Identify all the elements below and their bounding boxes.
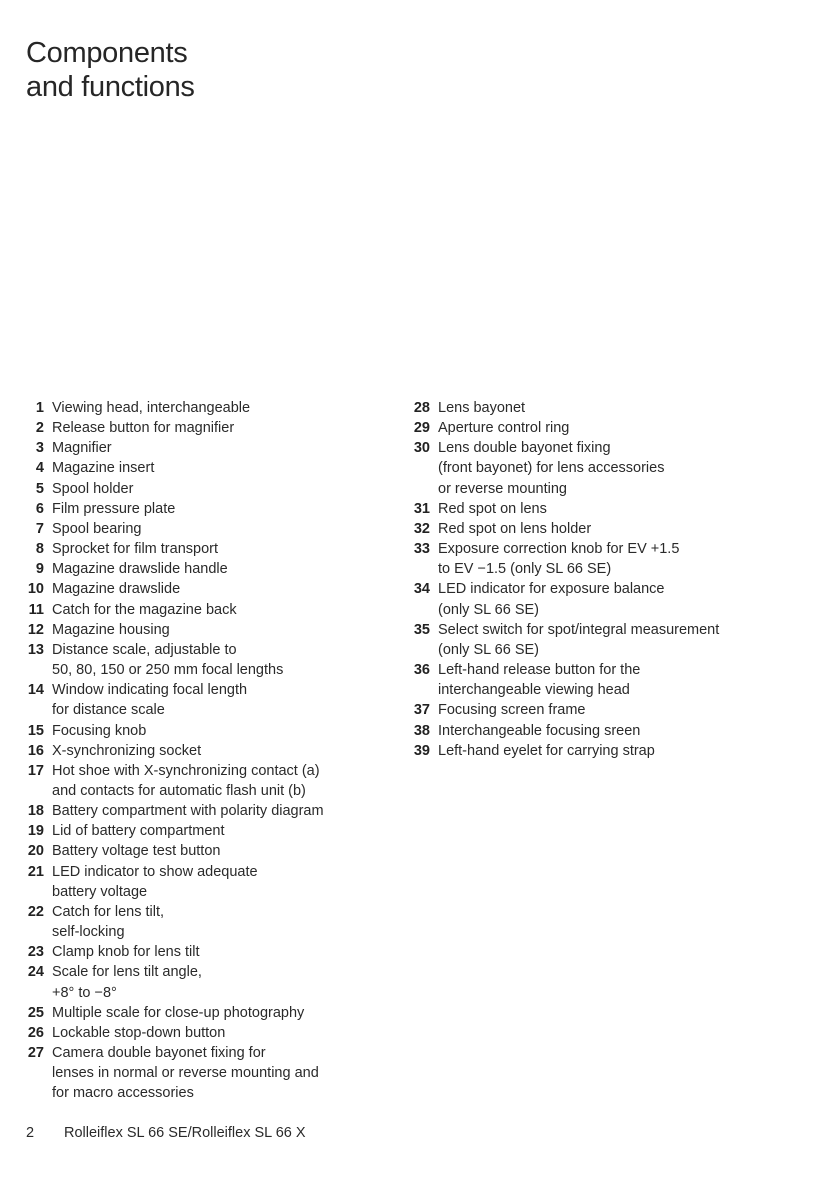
item-description-line: (only SL 66 SE) [438,641,540,658]
list-item [404,539,804,579]
list-item [18,458,388,478]
item-description [52,458,388,478]
item-description [52,862,388,902]
list-item [18,640,388,680]
page-number: 2 [26,1125,35,1141]
item-description-line: Battery compartment with polarity diagram [52,803,324,820]
item-description [52,902,388,942]
item-description-line: X-synchronizing socket [52,742,202,759]
item-number: 16 [27,742,44,759]
item-description-line: Spool bearing [52,520,142,537]
item-description [438,721,804,741]
item-number: 1 [35,400,44,416]
item-number: 14 [27,682,44,699]
item-description-line: Spool holder [52,480,134,497]
item-number: 3 [35,440,44,457]
item-number: 24 [27,964,44,981]
page-title-line-2: and functions [26,71,195,103]
item-description-line: Select switch for spot/integral measurement [438,621,720,638]
list-item [18,438,388,458]
item-description [438,579,804,619]
item-description [52,741,388,761]
item-description [438,398,804,418]
item-description-line: Magnifier [52,440,112,457]
item-description [438,499,804,519]
item-number: 17 [27,762,44,779]
item-number: 27 [27,1045,44,1061]
item-description-line: Sprocket for film transport [52,541,218,558]
item-description-line: interchangeable viewing head [438,682,630,699]
item-number: 12 [27,621,44,638]
item-description-line: Interchangeable focusing sreen [438,722,641,739]
item-description-line: Red spot on lens [438,500,547,517]
item-description [52,841,388,861]
list-item [18,479,388,499]
item-description [52,942,388,962]
item-description [52,499,388,519]
item-number: 38 [413,722,430,739]
item-description-line: (only SL 66 SE) [438,601,540,618]
item-description-line: Lockable stop-down button [52,1024,226,1041]
list-item [404,519,804,539]
item-description-line: Magazine drawslide handle [52,561,228,578]
item-number: 4 [35,460,44,477]
list-item [404,620,804,660]
components-list-right [404,398,804,761]
item-description-line: Aperture control ring [438,420,570,437]
item-number: 18 [27,803,44,820]
list-item [404,418,804,438]
item-number: 36 [413,662,430,679]
list-item [18,398,388,418]
item-number: 7 [35,520,44,537]
item-number: 39 [413,742,430,759]
item-number: 33 [413,541,430,558]
item-description [52,962,388,1002]
list-item [18,721,388,741]
item-description-line: Lens double bayonet fixing [438,440,611,457]
item-number: 28 [413,400,430,416]
item-description-line: Clamp knob for lens tilt [52,944,200,961]
item-number: 13 [27,641,44,658]
item-description [52,821,388,841]
list-item [18,902,388,942]
item-description-line: Distance scale, adjustable to [52,641,237,658]
list-item [404,700,804,720]
item-description [52,418,388,438]
item-number: 5 [35,480,44,497]
list-item [18,680,388,720]
item-number: 30 [413,440,430,457]
item-description-line: to EV −1.5 (only SL 66 SE) [438,561,612,578]
item-number: 31 [413,500,430,517]
item-description-line: Catch for lens tilt, [52,903,165,920]
list-item [18,1023,388,1043]
footer-text: Rolleiflex SL 66 SE/Rolleiflex SL 66 X [64,1125,306,1141]
list-item [404,741,804,761]
item-description-line: Window indicating focal length [52,682,248,699]
item-description [438,418,804,438]
item-description-line: 50, 80, 150 or 250 mm focal lengths [52,662,284,679]
item-number: 34 [413,581,430,598]
item-number: 10 [27,581,44,598]
list-item [18,620,388,640]
item-description-line: LED indicator to show adequate [52,863,258,880]
item-number: 9 [35,561,44,578]
item-number: 19 [27,823,44,840]
item-description [52,398,388,418]
item-description-line: Magazine insert [52,460,155,477]
item-description-line: LED indicator for exposure balance [438,581,665,598]
item-description-line: Left-hand eyelet for carrying strap [438,742,655,759]
page-title [26,36,195,104]
item-description-line: self-locking [52,924,125,941]
item-number: 8 [35,541,44,558]
item-description-line: Camera double bayonet fixing for [52,1045,266,1061]
item-description [52,438,388,458]
list-item [18,1043,388,1103]
item-number: 2 [35,420,44,437]
item-number: 37 [413,702,430,719]
item-description-line: Magazine housing [52,621,170,638]
item-description [438,519,804,539]
item-description [52,539,388,559]
item-description-line: Battery voltage test button [52,843,221,860]
item-description-line: Focusing screen frame [438,702,586,719]
item-number: 35 [413,621,430,638]
list-item [18,942,388,962]
list-item [404,499,804,519]
components-list-left [18,398,388,1103]
item-number: 15 [27,722,44,739]
item-description [438,700,804,720]
item-description [52,801,388,821]
item-description-line: (front bayonet) for lens accessories [438,460,665,477]
item-description-line: Scale for lens tilt angle, [52,964,202,981]
item-description [52,680,388,720]
item-description [52,1023,388,1043]
list-item [18,841,388,861]
page-title-line-1: Components [26,37,188,69]
list-item [18,499,388,519]
item-description-line: Focusing knob [52,722,147,739]
item-description [52,721,388,741]
list-item [18,418,388,438]
item-description [52,559,388,579]
item-description [52,620,388,640]
item-description-line: Catch for the magazine back [52,601,237,618]
item-description-line: +8° to −8° [52,984,117,1001]
item-description-line: Multiple scale for close-up photography [52,1004,305,1021]
list-item [404,721,804,741]
item-description [52,640,388,680]
item-description-line: Exposure correction knob for EV +1.5 [438,541,680,558]
item-description [52,761,388,801]
item-number: 23 [27,944,44,961]
list-item [18,962,388,1002]
item-description-line: and contacts for automatic flash unit (b) [52,782,306,799]
item-description-line: or reverse mounting [438,480,567,497]
list-item [404,660,804,700]
item-description [438,620,804,660]
item-description-line: for distance scale [52,702,165,719]
item-number: 29 [413,420,430,437]
item-description [52,579,388,599]
item-description-line: Viewing head, interchangeable [52,400,251,416]
list-item [18,519,388,539]
item-number: 25 [27,1004,44,1021]
item-description-line: Film pressure plate [52,500,176,517]
list-item [18,559,388,579]
item-number: 32 [413,520,430,537]
list-item [18,821,388,841]
item-description [438,741,804,761]
item-number: 20 [27,843,44,860]
item-description-line: Release button for magnifier [52,420,235,437]
item-description [52,1003,388,1023]
item-description-line: Left-hand release button for the [438,662,641,679]
item-description-line: Hot shoe with X-synchronizing contact (a) [52,762,320,779]
list-item [18,539,388,559]
item-description-line: Magazine drawslide [52,581,181,598]
list-item [18,801,388,821]
page-footer [26,1123,306,1143]
list-item [18,579,388,599]
item-number: 21 [27,863,44,880]
item-description [52,519,388,539]
item-description-line: lenses in normal or reverse mounting and [52,1065,319,1082]
list-item [18,600,388,620]
item-description [52,600,388,620]
item-number: 22 [27,903,44,920]
item-description-line: for macro accessories [52,1085,194,1102]
list-item [18,862,388,902]
item-number: 6 [35,500,44,517]
item-description [438,438,804,498]
item-description-line: Lens bayonet [438,400,526,416]
list-item [404,398,804,418]
item-description [438,539,804,579]
item-description-line: Red spot on lens holder [438,520,592,537]
item-description [52,1043,388,1103]
list-item [404,438,804,498]
item-number: 11 [28,601,44,618]
list-item [18,741,388,761]
list-item [404,579,804,619]
item-description [52,479,388,499]
list-item [18,761,388,801]
item-number: 26 [27,1024,44,1041]
item-description-line: battery voltage [52,883,148,900]
item-description-line: Lid of battery compartment [52,823,225,840]
list-item [18,1003,388,1023]
item-description [438,660,804,700]
